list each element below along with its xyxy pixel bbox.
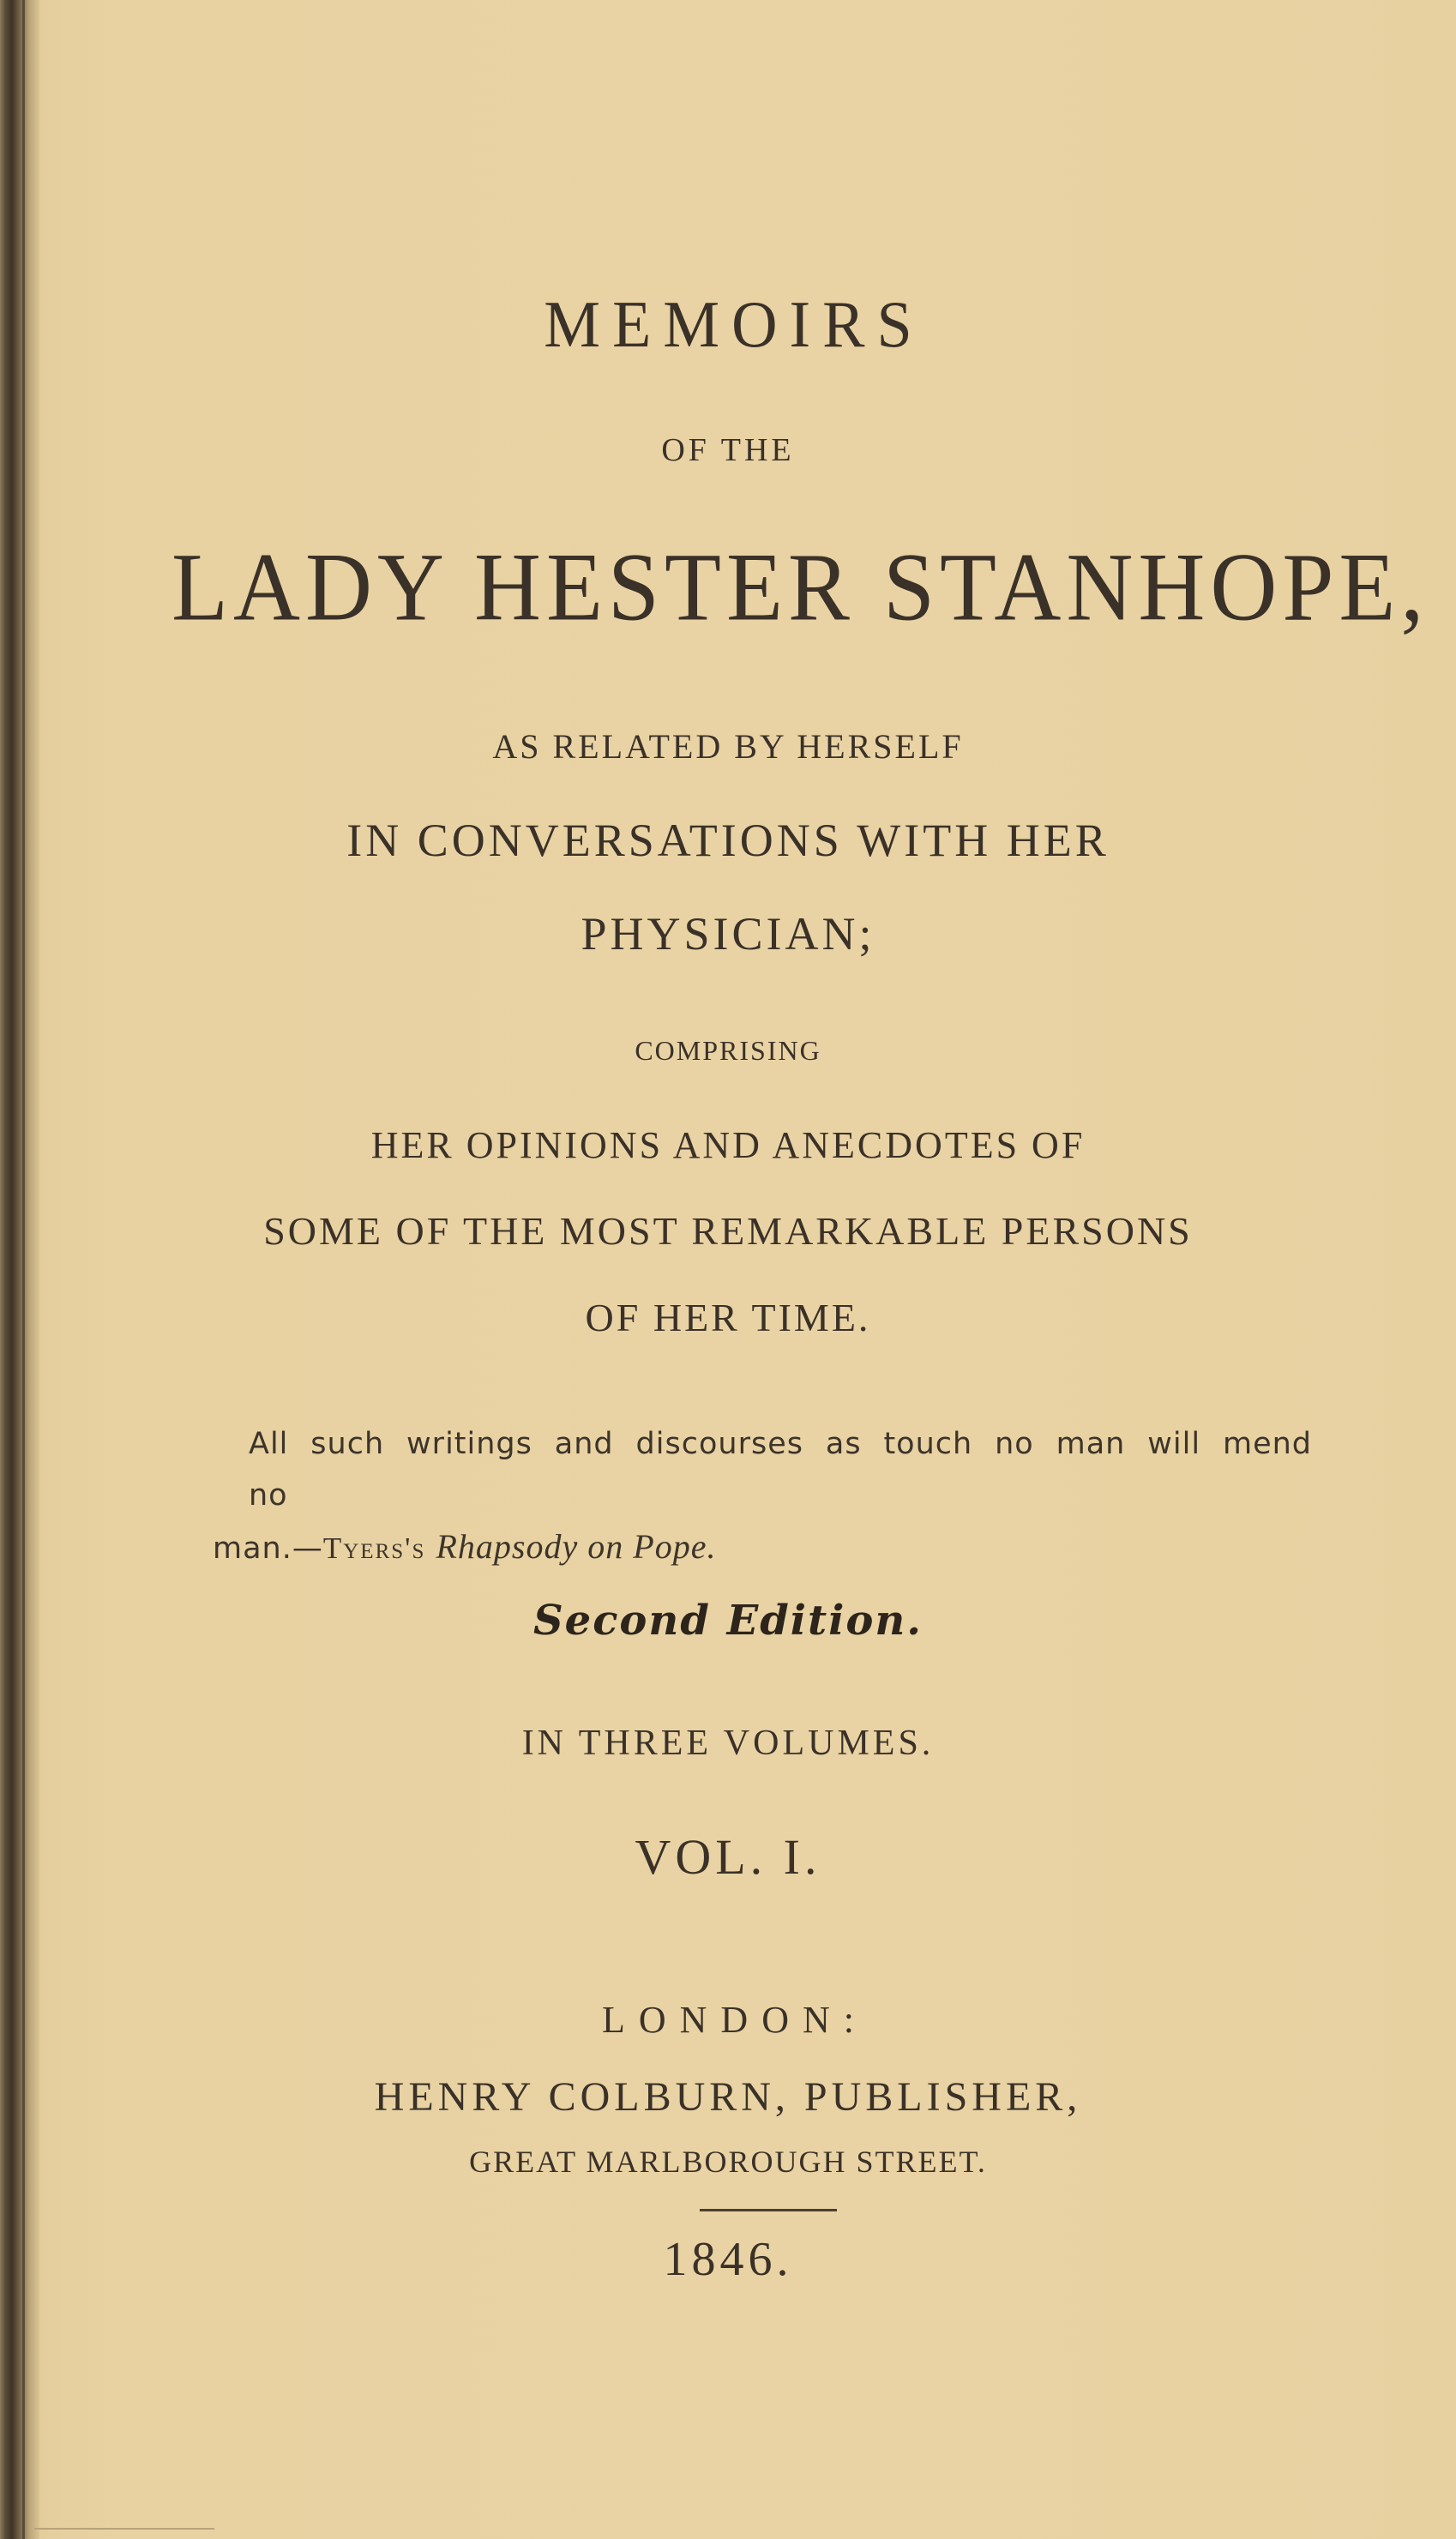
epigraph-work: Rhapsody on Pope.: [436, 1527, 717, 1566]
bottom-edge-mark: [34, 2528, 214, 2530]
conversations-line-1: IN CONVERSATIONS WITH HER: [346, 815, 1110, 866]
epigraph-line-1: All such writings and discourses as touch no man will mend no: [249, 1427, 1312, 1513]
of-the-text: OF THE: [661, 432, 795, 468]
volume-number: VOL. I.: [635, 1829, 821, 1885]
related-by-line: AS RELATED BY HERSELF: [492, 727, 964, 766]
opinions-line-1: HER OPINIONS AND ANECDOTES OF: [370, 1124, 1086, 1166]
opinions-line-3: OF HER TIME.: [585, 1296, 871, 1339]
year-rule: [700, 2209, 837, 2211]
publisher-text: HENRY COLBURN, PUBLISHER,: [374, 2074, 1082, 2120]
publication-year: 1846.: [663, 2233, 793, 2286]
subject-title: LADY HESTER STANHOPE,: [171, 534, 1429, 641]
city-text: LONDON:: [602, 1999, 868, 2041]
conversations-line-2: PHYSICIAN;: [581, 908, 875, 960]
epigraph-author: Tyers's: [322, 1531, 426, 1565]
street-text: GREAT MARLBOROUGH STREET.: [469, 2145, 987, 2179]
memoirs-heading: MEMOIRS: [544, 288, 924, 362]
opinions-line-2: SOME OF THE MOST REMARKABLE PERSONS: [263, 1209, 1193, 1253]
volumes-text: IN THREE VOLUMES.: [521, 1724, 935, 1763]
edition-text: Second Edition.: [532, 1597, 924, 1645]
epigraph: [213, 1418, 1312, 1574]
comprising-text: COMPRISING: [635, 1035, 821, 1066]
epigraph-line-2-prefix: man.—: [213, 1531, 323, 1566]
